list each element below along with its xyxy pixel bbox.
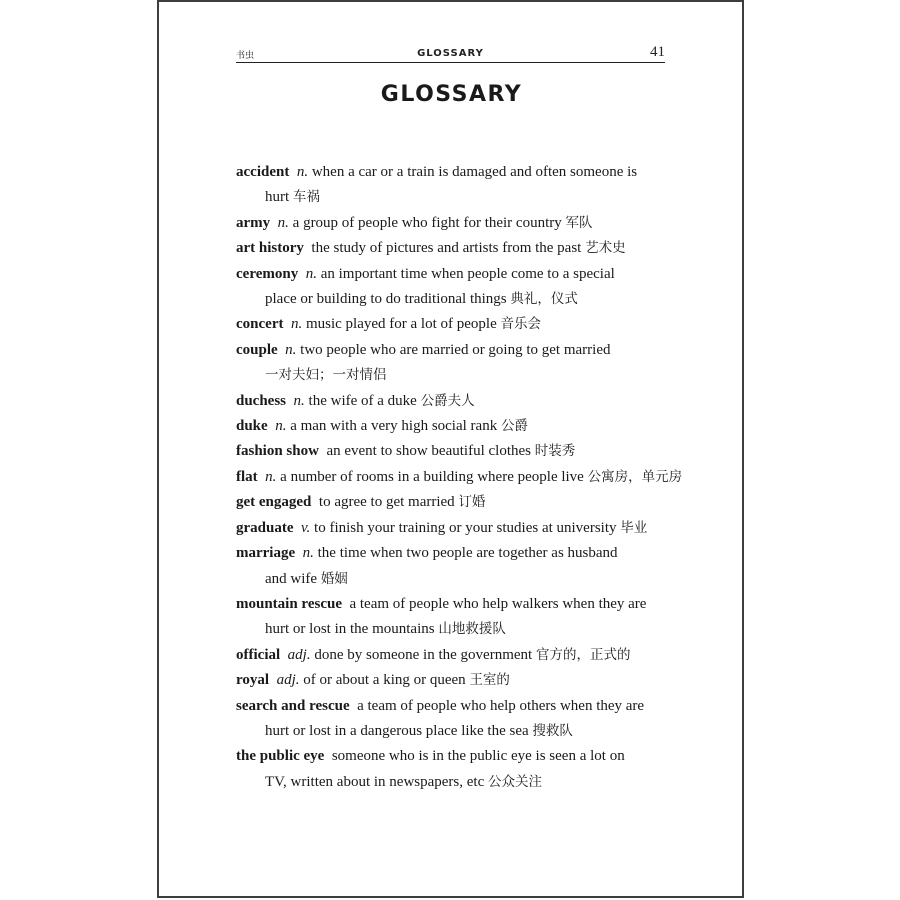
glossary-entry-search-and-rescue bbox=[236, 694, 676, 745]
definition-text: done by someone in the government bbox=[314, 646, 533, 663]
definition-text: of or about a king or queen bbox=[303, 672, 466, 689]
chinese-translation: 车祸 bbox=[292, 189, 320, 206]
part-of-speech: n. bbox=[290, 316, 303, 333]
series-name: 书虫 bbox=[236, 51, 255, 61]
part-of-speech: n. bbox=[285, 341, 297, 358]
chinese-translation: 山地救援队 bbox=[438, 621, 506, 638]
chinese-translation: 公爵夫人 bbox=[420, 392, 475, 409]
glossary-entry-royal bbox=[236, 668, 676, 693]
chinese-translation: 婚姻 bbox=[320, 570, 348, 587]
definition-text: and wife bbox=[265, 570, 318, 587]
glossary-term: mountain rescue bbox=[236, 595, 342, 612]
page-number: 41 bbox=[650, 44, 665, 60]
definition-text: the study of pictures and artists from the past bbox=[311, 240, 582, 257]
part-of-speech: n. bbox=[275, 418, 287, 435]
glossary-entry-marriage bbox=[236, 541, 676, 592]
definition-text: a man with a very high social rank bbox=[290, 418, 498, 435]
glossary-term: couple bbox=[236, 341, 278, 358]
definition-text: place or building to do traditional things bbox=[265, 291, 507, 308]
page-top-border bbox=[157, 0, 744, 2]
definition-text: two people who are married or going to get married bbox=[300, 341, 611, 358]
definition-text: hurt or lost in a dangerous place like the sea bbox=[265, 722, 529, 739]
glossary-term: get engaged bbox=[236, 494, 312, 511]
chinese-translation: 王室的 bbox=[469, 672, 510, 689]
glossary-term: flat bbox=[236, 468, 258, 485]
chinese-translation: 艺术史 bbox=[585, 240, 626, 257]
glossary-term: graduate bbox=[236, 519, 294, 536]
glossary-term: ceremony bbox=[236, 265, 299, 282]
glossary-list bbox=[236, 160, 683, 795]
definition-text: a group of people who fight for their country bbox=[292, 214, 562, 231]
glossary-term: fashion show bbox=[236, 443, 319, 460]
glossary-term: marriage bbox=[236, 545, 296, 562]
glossary-term: duchess bbox=[236, 392, 287, 409]
glossary-term: the public eye bbox=[236, 748, 325, 765]
glossary-entry-duke bbox=[236, 414, 676, 439]
chinese-translation: 搜救队 bbox=[532, 722, 573, 739]
chinese-translation: 官方的，正式的 bbox=[535, 646, 631, 663]
part-of-speech: n. bbox=[293, 392, 305, 409]
chinese-translation: 公爵 bbox=[500, 418, 528, 435]
definition-text: a team of people who help walkers when they are bbox=[349, 595, 647, 612]
glossary-entry-accident bbox=[236, 160, 676, 211]
definition-text: an event to show beautiful clothes bbox=[326, 443, 531, 460]
glossary-entry-the-public-eye bbox=[236, 744, 676, 795]
glossary-term: royal bbox=[236, 672, 270, 689]
part-of-speech: n. bbox=[296, 164, 309, 180]
chinese-translation: 典礼，仪式 bbox=[510, 291, 578, 308]
glossary-entry-duchess bbox=[236, 389, 676, 414]
glossary-term: search and rescue bbox=[236, 697, 350, 714]
glossary-entry-couple bbox=[236, 338, 676, 389]
glossary-term: duke bbox=[236, 418, 268, 435]
section-name: GLOSSARY bbox=[417, 48, 484, 59]
glossary-term: accident bbox=[236, 164, 290, 180]
glossary-entry-ceremony bbox=[236, 262, 676, 313]
definition-text: the wife of a duke bbox=[308, 392, 417, 409]
glossary-term: art history bbox=[236, 240, 304, 257]
glossary-entry-official bbox=[236, 643, 676, 668]
glossary-entry-flat bbox=[236, 465, 695, 490]
part-of-speech: n. bbox=[265, 468, 277, 485]
part-of-speech: v. bbox=[301, 519, 311, 536]
chinese-translation: 公寓房，单元房 bbox=[587, 468, 683, 485]
definition-text: a team of people who help others when they are bbox=[357, 697, 645, 714]
glossary-entry-fashion-show bbox=[236, 439, 676, 464]
chinese-translation: 毕业 bbox=[620, 519, 648, 536]
part-of-speech: n. bbox=[305, 265, 317, 282]
chinese-translation: 时装秀 bbox=[534, 443, 576, 460]
definition-text: to finish your training or your studies at university bbox=[314, 519, 617, 536]
glossary-term: army bbox=[236, 214, 271, 231]
glossary-entry-art-history bbox=[236, 236, 676, 261]
glossary-entry-mountain-rescue bbox=[236, 592, 676, 643]
chinese-translation: 订婚 bbox=[458, 494, 486, 511]
chinese-translation: 军队 bbox=[565, 214, 593, 231]
definition-text: TV, written about in newspapers, etc bbox=[265, 773, 485, 790]
part-of-speech: n. bbox=[302, 545, 314, 562]
part-of-speech: n. bbox=[277, 214, 289, 231]
part-of-speech: adj. bbox=[287, 646, 311, 663]
chinese-translation: 音乐会 bbox=[500, 316, 541, 333]
part-of-speech: adj. bbox=[276, 672, 300, 689]
definition-text: hurt or lost in the mountains bbox=[265, 621, 435, 638]
chinese-translation: 一对夫妇；一对情侣 bbox=[265, 367, 387, 384]
definition-text: an important time when people come to a special bbox=[320, 265, 615, 282]
glossary-entry-army bbox=[236, 211, 676, 236]
definition-text: a number of rooms in a building where people live bbox=[280, 468, 584, 485]
glossary-term: official bbox=[236, 646, 281, 663]
page-title: GLOSSARY bbox=[380, 82, 523, 107]
definition-text: the time when two people are together as husband bbox=[317, 545, 618, 562]
definition-text: hurt bbox=[265, 189, 290, 206]
glossary-entry-get-engaged bbox=[236, 490, 676, 515]
glossary-entry-graduate bbox=[236, 516, 676, 541]
definition-text: music played for a lot of people bbox=[305, 316, 497, 333]
definition-text: when a car or a train is damaged and often someone is bbox=[311, 164, 638, 180]
running-head bbox=[236, 44, 665, 63]
chinese-translation: 公众关注 bbox=[488, 773, 543, 790]
definition-text: someone who is in the public eye is seen a lot on bbox=[331, 748, 625, 765]
definition-text: to agree to get married bbox=[318, 494, 455, 511]
glossary-entry-concert bbox=[236, 312, 676, 337]
glossary-term: concert bbox=[236, 316, 284, 333]
